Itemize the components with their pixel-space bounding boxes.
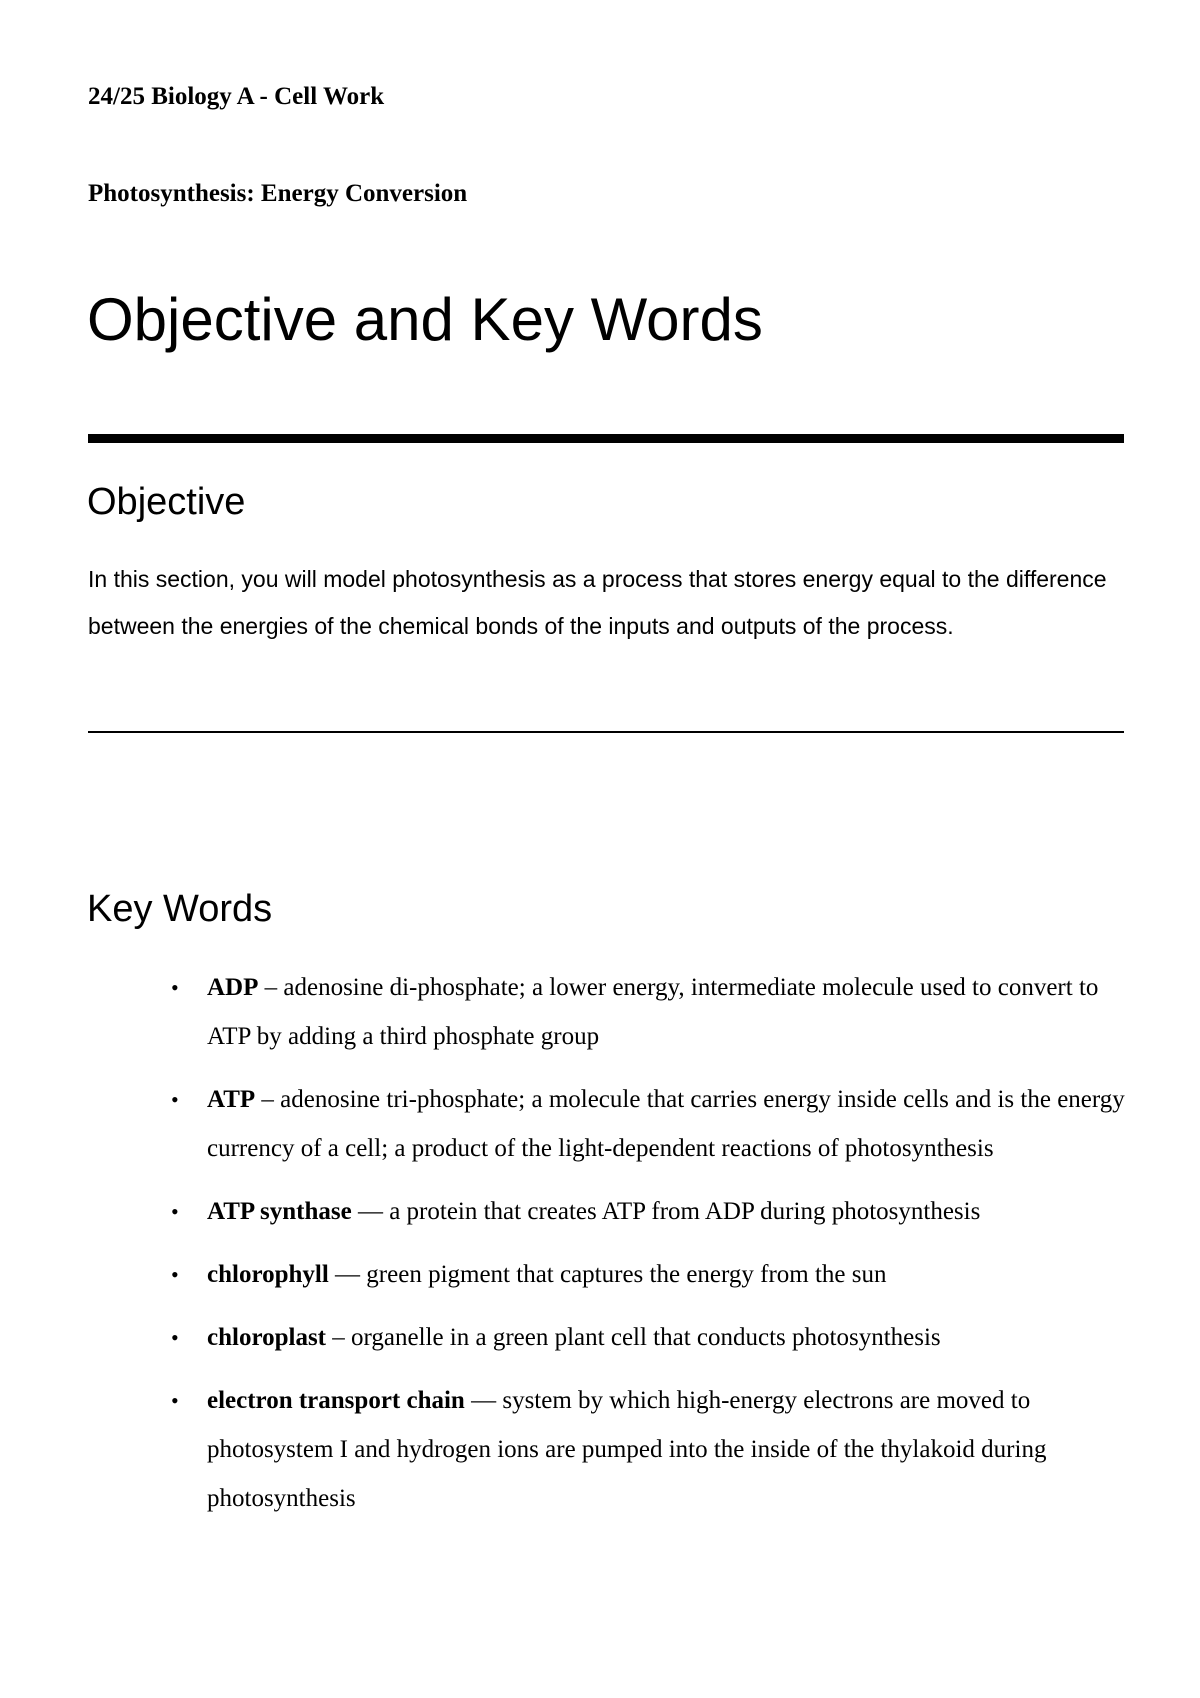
list-item bbox=[171, 1376, 1137, 1523]
list-item bbox=[171, 1250, 1137, 1299]
list-item bbox=[171, 1313, 1137, 1362]
bullet-icon: • bbox=[171, 975, 179, 1000]
key-term: ADP bbox=[207, 974, 259, 1001]
key-term: electron transport chain bbox=[207, 1387, 465, 1414]
key-term: chloroplast bbox=[207, 1324, 326, 1351]
bullet-icon: • bbox=[171, 1087, 179, 1112]
course-title: 24/25 Biology A - Cell Work bbox=[88, 83, 385, 110]
key-term: ATP synthase bbox=[207, 1198, 352, 1225]
bullet-icon: • bbox=[171, 1199, 179, 1224]
objective-heading: Objective bbox=[87, 481, 246, 523]
key-words-list bbox=[171, 963, 1137, 1537]
page-title: Objective and Key Words bbox=[87, 286, 763, 353]
key-term-definition: – adenosine di-phosphate; a lower energy, intermediate molecule used to convert to ATP by adding a third phosphate group bbox=[207, 974, 1099, 1050]
key-term: ATP bbox=[207, 1086, 256, 1113]
key-term-definition: – organelle in a green plant cell that conducts photosynthesis bbox=[326, 1324, 941, 1351]
key-term-definition: — a protein that creates ATP from ADP during photosynthesis bbox=[351, 1198, 981, 1225]
list-item bbox=[171, 1187, 1137, 1236]
key-term-definition: — green pigment that captures the energy from the sun bbox=[328, 1261, 887, 1288]
bullet-icon: • bbox=[171, 1262, 179, 1287]
list-item bbox=[171, 963, 1137, 1061]
section-divider-thin bbox=[88, 731, 1124, 733]
key-term-definition: – adenosine tri-phosphate; a molecule that carries energy inside cells and is the energy currency of a cell; a product of the light-dependent reactions of photosynthesis bbox=[207, 1086, 1125, 1162]
bullet-icon: • bbox=[171, 1325, 179, 1350]
key-words-heading: Key Words bbox=[87, 888, 273, 930]
section-divider-thick bbox=[88, 434, 1124, 443]
bullet-icon: • bbox=[171, 1388, 179, 1413]
objective-text: In this section, you will model photosynthesis as a process that stores energy equal to the difference between the energies of the chemical bonds of the inputs and outputs of the process. bbox=[88, 566, 1107, 639]
list-item bbox=[171, 1075, 1137, 1173]
lesson-title: Photosynthesis: Energy Conversion bbox=[88, 180, 468, 207]
key-term-definition: — system by which high-energy electrons are moved to photosystem I and hydrogen ions are pumped into the inside of the thylakoid during photosynthesis bbox=[207, 1387, 1047, 1512]
key-term: chlorophyll bbox=[207, 1261, 329, 1288]
